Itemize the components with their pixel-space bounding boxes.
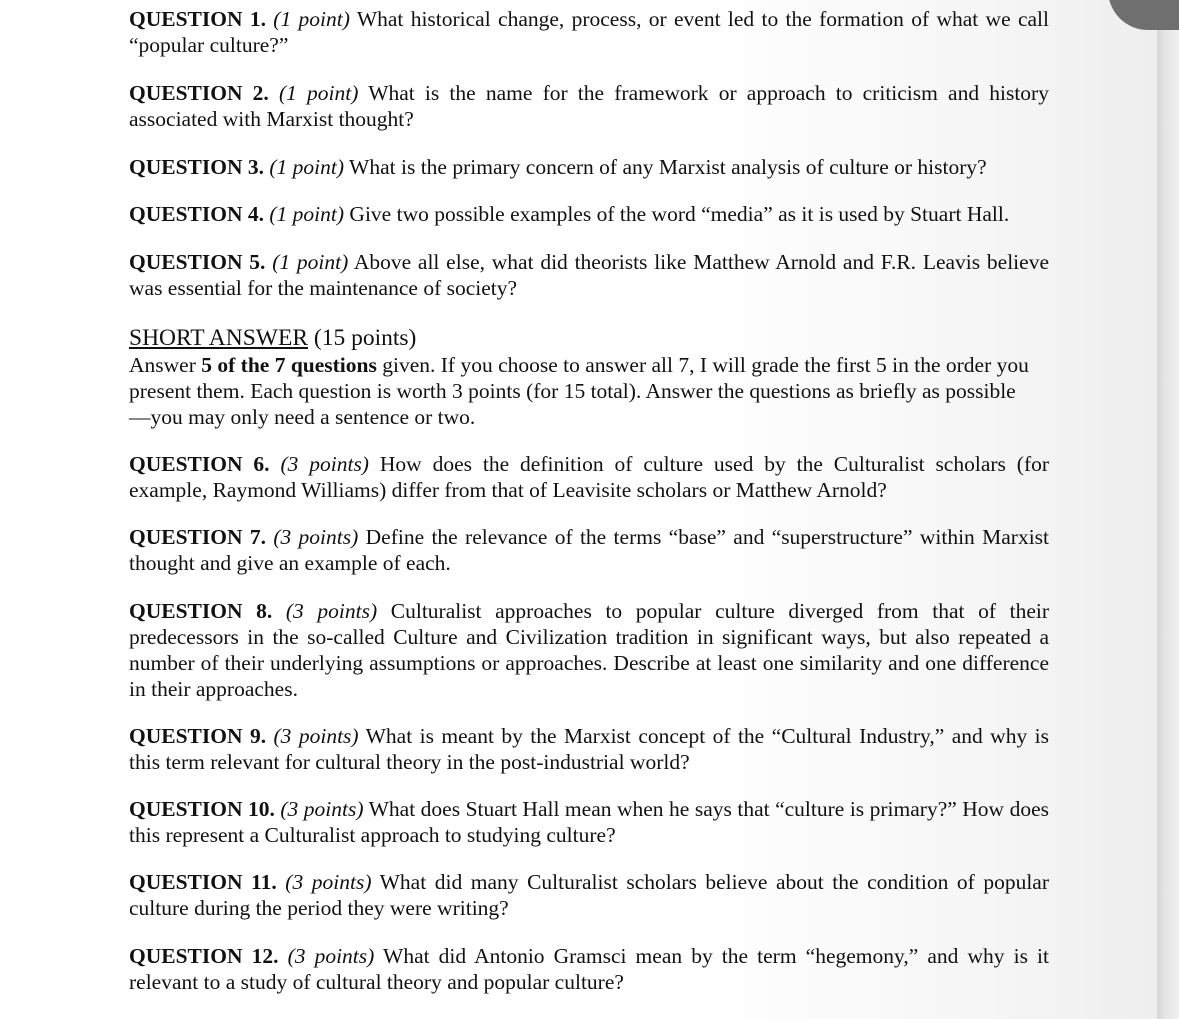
- question-text: What did Antonio Gramsci mean by the term “hegemony,” and why is it relevant to a study of cultural theory and popular culture?: [129, 944, 1050, 994]
- section-points: (15 points): [313, 325, 417, 351]
- question-11: [129, 869, 1049, 921]
- question-number: QUESTION 2.: [129, 81, 269, 105]
- question-text: Give two possible examples of the word “media” as it is used by Stuart Hall.: [349, 202, 1010, 226]
- question-points: (3 points): [273, 724, 359, 748]
- instructions-count: 5 of the 7 questions: [201, 353, 377, 377]
- question-text: How does the definition of culture used by the Culturalist scholars (for example, Raymond Williams) differ from that of Leavisite scholars or Matthew Arnold?: [129, 452, 1050, 502]
- question-number: QUESTION 11.: [129, 870, 277, 894]
- question-10: [129, 796, 1049, 848]
- question-1: [129, 6, 1049, 58]
- question-number: QUESTION 6.: [129, 452, 270, 476]
- question-number: QUESTION 12.: [129, 944, 279, 968]
- question-points: (1 point): [272, 250, 349, 274]
- question-12: [129, 943, 1049, 995]
- question-text: What historical change, process, or event led to the formation of what we call “popular culture?”: [129, 7, 1049, 57]
- question-text: What is the name for the framework or approach to criticism and history associated with Marxist thought?: [129, 81, 1049, 131]
- question-points: (3 points): [273, 525, 359, 549]
- question-text: Above all else, what did theorists like Matthew Arnold and F.R. Leavis believe was essential for the maintenance of society?: [129, 250, 1049, 300]
- question-number: QUESTION 4.: [129, 202, 265, 226]
- question-5: [129, 249, 1049, 301]
- question-text: What is meant by the Marxist concept of the “Cultural Industry,” and why is this term relevant for cultural theory in the post-industrial world?: [129, 724, 1049, 774]
- question-points: (3 points): [285, 870, 372, 894]
- question-text: What is the primary concern of any Marxist analysis of culture or history?: [349, 155, 987, 179]
- question-text: What did many Culturalist scholars believe about the condition of popular culture during the period they were writing?: [129, 870, 1049, 920]
- question-number: QUESTION 3.: [129, 155, 265, 179]
- section-title: SHORT ANSWER: [129, 325, 309, 351]
- question-3: [129, 154, 1049, 180]
- question-4: [129, 201, 1049, 227]
- short-answer-heading: [129, 325, 416, 351]
- question-text: Define the relevance of the terms “base” and “superstructure” within Marxist thought and give an example of each.: [129, 525, 1050, 575]
- question-points: (1 point): [269, 202, 345, 226]
- instructions-body: given. If you choose to answer all 7, I will grade the first 5 in the order you present them. Each question is worth 3 points (for 15 total). Answer the questions as briefly as possible—you may only need a sentence or two.: [129, 353, 1029, 429]
- question-number: QUESTION 10.: [129, 797, 275, 821]
- question-number: QUESTION 1.: [129, 7, 266, 31]
- question-number: QUESTION 9.: [129, 724, 267, 748]
- page-edge-shadow: [1157, 0, 1179, 1019]
- short-answer-instructions: [129, 352, 1029, 430]
- question-points: (1 point): [273, 7, 350, 31]
- question-number: QUESTION 8.: [129, 599, 273, 623]
- question-points: (3 points): [285, 599, 378, 623]
- instructions-intro: Answer: [129, 353, 202, 377]
- question-text: What does Stuart Hall mean when he says that “culture is primary?” How does this represent a Culturalist approach to studying culture?: [129, 797, 1049, 847]
- question-9: [129, 723, 1049, 775]
- question-points: (1 point): [269, 155, 345, 179]
- question-text: Culturalist approaches to popular culture diverged from that of their predecessors in the so-called Culture and Civilization tradition in significant ways, but also repeated a number of their underlying assumptions or approaches. Describe at least one similarity and one difference in their approaches.: [129, 599, 1050, 701]
- question-points: (1 point): [278, 81, 359, 105]
- question-points: (3 points): [287, 944, 375, 968]
- question-points: (3 points): [280, 797, 364, 821]
- question-2: [129, 80, 1049, 132]
- question-7: [129, 524, 1049, 576]
- question-number: QUESTION 5.: [129, 250, 266, 274]
- question-number: QUESTION 7.: [129, 525, 266, 549]
- question-6: [129, 451, 1049, 503]
- question-points: (3 points): [280, 452, 369, 476]
- question-8: [129, 598, 1049, 702]
